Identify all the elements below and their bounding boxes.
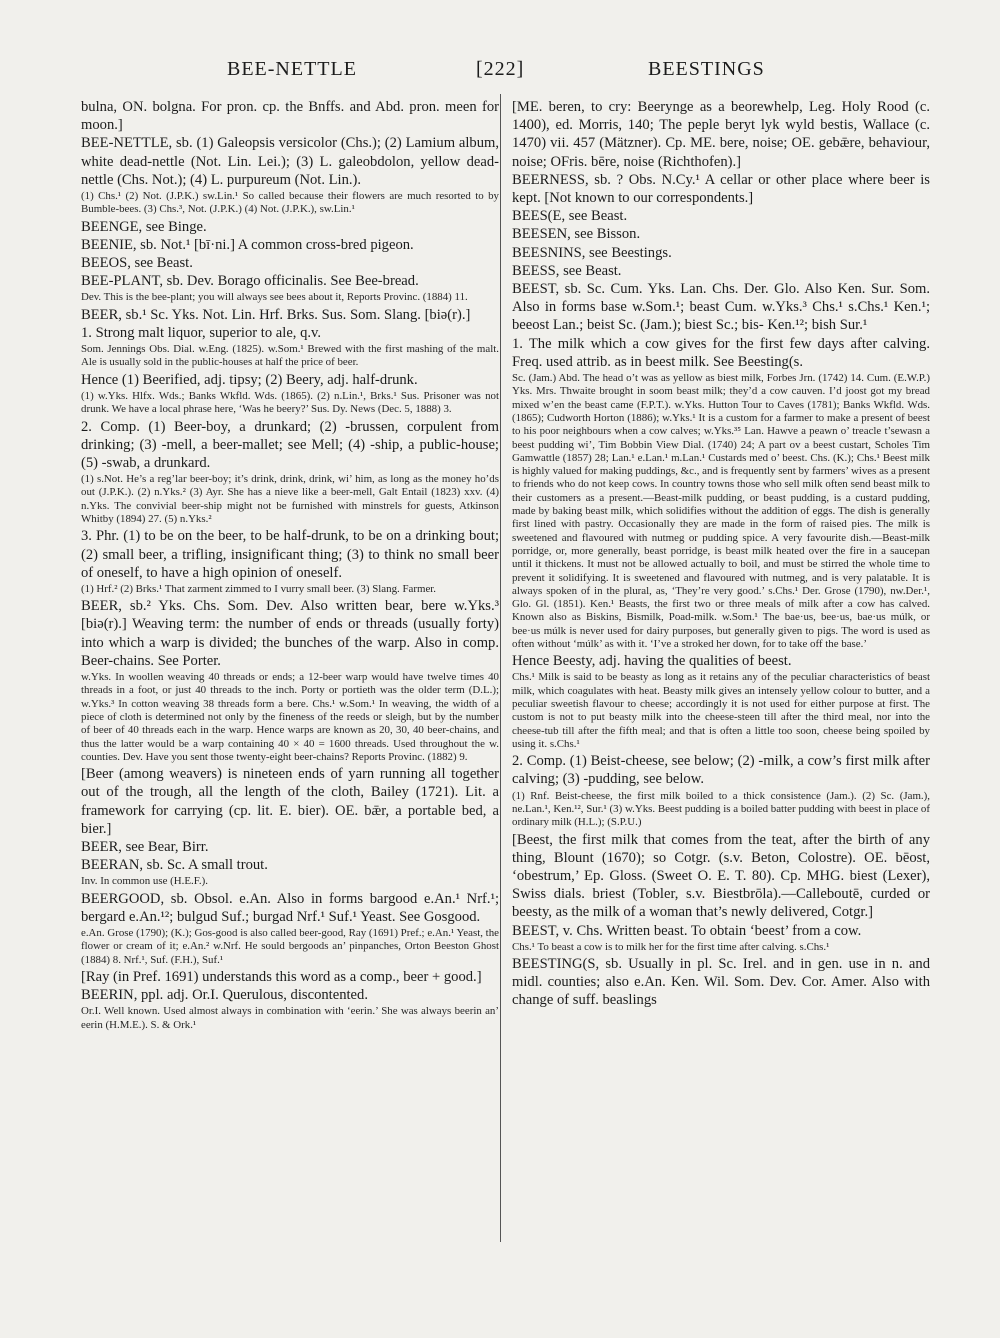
left-column bbox=[81, 98, 499, 1238]
page-number: [222] bbox=[476, 58, 525, 80]
entry-paragraph: 2. Comp. (1) Beist-cheese, see below; (2) -milk, a cow’s first milk after calving; (3) -pudding, see below. bbox=[512, 753, 930, 788]
entry-paragraph: BEER, sb.² Yks. Chs. Som. Dev. Also written bear, bere w.Yks.³ [biə(r).] Weaving term: the number of ends or threads (usually forty) into which a warp is divided; the bunches of the warp. Also in comp. Beer-chains. See Porter. bbox=[81, 598, 499, 669]
entry-paragraph: [Beer (among weavers) is nineteen ends of yarn running all together out of the trough, all the length of the cloth, Bailey (1721). Lit. a framework for carrying (cp. lit. E. bier). OE. bǣr, a portable bed, a bier.] bbox=[81, 766, 499, 837]
entry-paragraph: BEERIN, ppl. adj. Or.I. Querulous, discontented. bbox=[81, 987, 368, 1004]
entry-paragraph: BEENGE, see Binge. bbox=[81, 218, 207, 235]
citation-paragraph: Or.I. Well known. Used almost always in combination with ‘eerin.’ She was always beerin an’ eerin (H.M.E.). S. & Ork.¹ bbox=[81, 1005, 499, 1031]
citation-paragraph: e.An. Grose (1790); (K.); Gos-good is also called beer-good, Ray (1691) Pref.; e.An.¹ Yeast, the flower or cream of it; e.An.² w.Nrf. He sould bergoods an’ pinpanches, Orton Beeston Ghost (1884) 8. Nrf.¹, Suf. (F.H.), Suf.¹ bbox=[81, 927, 499, 966]
citation-paragraph: (1) Chs.¹ (2) Not. (J.P.K.) sw.Lin.¹ So called because their flowers are much resorted to by Bumble-bees. (3) Chs.³, Not. (J.P.K.) (4) Not. (J.P.K.), sw.Lin.¹ bbox=[81, 190, 499, 216]
entry-paragraph: BEEST, v. Chs. Written beast. To obtain ‘beest’ from a cow. bbox=[512, 922, 862, 939]
entry-paragraph: BEESTING(S, sb. Usually in pl. Sc. Irel. and in gen. use in n. and midl. counties; also e.An. Ken. Wil. Som. Dev. Cor. Amer. Also with change of suff. beaslings bbox=[512, 956, 930, 1009]
header-left-word: BEE-NETTLE bbox=[227, 58, 357, 80]
citation-paragraph: (1) s.Not. He’s a reg’lar beer-boy; it’s drink, drink, drink, wi’ him, as long as the money ho’ds out (J.P.K.). (2) n.Yks.² (3) Ayr. She has a nieve like a beer-mell, Galt Entail (1823) xxv. (4) n.Yks. The convivial beer-ship might not be furnished with minstrels for guests, Atkinson Whitby (1894) 27. (5) n.Yks.² bbox=[81, 473, 499, 526]
entry-paragraph: [ME. beren, to cry: Beerynge as a beorewhelp, Leg. Holy Rood (c. 1400), ed. Morris, 140; The peple beryt lyk wyld bestis, Wallace (c. 1470) vii. 457 (Mätzner). Cp. ME. bere, noise; OE. gebǣre, behaviour, noise; OFris. bēre, noise (Richthofen).] bbox=[512, 99, 930, 170]
entry-paragraph: BEERAN, sb. Sc. A small trout. bbox=[81, 857, 268, 874]
header-right-word: BEESTINGS bbox=[648, 58, 765, 80]
entry-paragraph: BEERGOOD, sb. Obsol. e.An. Also in forms bargood e.An.¹ Nrf.¹; bergard e.An.¹²; bulgud Suf.; burgad Nrf.¹ Suf.¹ Yeast. See Gosgood. bbox=[81, 890, 499, 925]
entry-paragraph: [Beest, the first milk that comes from the teat, after the birth of any thing, Blount (1670); so Cotgr. (s.v. Beton, Colostre). OE. bēost, ‘obestrum,’ Ep. Gloss. (Sweet O. E. T. 80). Cp. MHG. biest (Lexer), Swiss dials. briest (Tobler, s.v. Biestbrōla).—Calleboutē, curded or beesty, as the milk of a woman that’s newly delivered, Cotgr.] bbox=[512, 831, 930, 921]
running-head bbox=[80, 58, 930, 88]
citation-paragraph: Chs.¹ To beast a cow is to milk her for the first time after calving. s.Chs.¹ bbox=[512, 940, 830, 953]
citation-paragraph: (1) Hrf.² (2) Brks.¹ That zarment zimmed to I vurry small beer. (3) Slang. Farmer. bbox=[81, 582, 437, 595]
entry-paragraph: BEESEN, see Bisson. bbox=[512, 226, 641, 243]
entry-paragraph: BEE-PLANT, sb. Dev. Borago officinalis. See Bee-bread. bbox=[81, 273, 419, 290]
citation-paragraph: (1) Rnf. Beist-cheese, the first milk boiled to a thick consistence (Jam.). (2) Sc. (Jam.), ne.Lan.¹, Ken.¹², Sur.¹ (3) w.Yks. Beest pudding is a boiled batter pudding with beest in place of ordinary milk (H.L.); (S.P.U.) bbox=[512, 789, 930, 829]
entry-paragraph: 1. Strong malt liquor, superior to ale, q.v. bbox=[81, 324, 322, 341]
entry-paragraph: BEEST, sb. Sc. Cum. Yks. Lan. Chs. Der. Glo. Also Ken. Sur. Som. Also in forms base w.Som.¹; beast Cum. w.Yks.³ Chs.¹ s.Chs.¹ Ken.¹; beeost Lan.; beist Sc. (Jam.); biest Sc.; bis- Ken.¹²; bish Sur.¹ bbox=[512, 281, 930, 334]
right-column bbox=[512, 98, 930, 1238]
citation-paragraph: Sc. (Jam.) Abd. The head o’t was as yellow as biest milk, Forbes Jrn. (1742) 14. Cum. (E.W.P.) Yks. Mrs. Thwaite brought in soom beast milk; they’d a cow cauven. I’d joost got my bread mixed w’en the beast came (F.P.T.). w.Yks. Hutton Tour to Caves (1781); Banks Wkfld. Wds. (1865); Cudworth Horton (1886); w.Yks.¹ It is a custom for a farmer to make a present of beest to his poor neighbours when a cow calves; w.Yks.³⁵ Lan. Hawve a peawn o’ treacle t’sewasn a beest pudding wi’, Tim Bobbin View Dial. (1740) 24; A part ov a beest custart, Scholes Tim Gamwattle (1857) 28; Lan.¹ e.Lan.¹ m.Lan.¹ Custards med o’ beest. Chs. (K.); Chs.¹ Beest milk is highly valued for making puddings, &c., and is frequently sent by farmers’ wives as a present to friends who do not keep cows. In country towns those who sell milk often send beast milk to their customers as a present.—Beast-milk pudding, or beast pudding, is a custard pudding, made by baking beast milk, which solidifies without the addition of eggs. The dish is generally first lined with pastry. Occasionally they are made in the form of raised pies. The milk is sweetened and flavoured with nutmeg or pudding spice. A very favourite dish.—Beast-milk porridge, or, more generally, beast porridge, is beast milk heated over the fire in a saucepan until it thickens. It must not be allowed actually to boil, and must be stirred the whole time to prevent it solidifying. It is sweetened and flavoured with nutmeg, and is very palatable. It is always spoken of in the plural, as, ‘They’re very good.’ s.Chs.¹ Der. Grose (1790), nw.Der.¹, Glo. Gl. (1851). Ken.¹ Beasts, the first two or three meals of milk after a cow has calved. Known also as Biskins, Bismilk, Poad-milk. w.Som.¹ The bae·us, bee·us, bae·us múlk, or bee·us múlk is never used for dairy purposes, but generally given to pigs. The word is used as often without ‘múlk’ as with it. ‘I’ve a stroked her down, for to take off the base.’ bbox=[512, 372, 930, 650]
entry-paragraph: BEERNESS, sb. ? Obs. N.Cy.¹ A cellar or other place where beer is kept. [Not known to our correspondents.] bbox=[512, 171, 930, 207]
citation-paragraph: Inv. In common use (H.E.F.). bbox=[81, 875, 208, 888]
citation-paragraph: (1) w.Yks. Hlfx. Wds.; Banks Wkfld. Wds. (1865). (2) n.Lin.¹, Brks.¹ Sus. Prisoner was not drunk. We have a local phrase here, ‘Was he beery?’ Sus. Dy. News (Dec. 5, 1888) 3. bbox=[81, 389, 499, 416]
entry-paragraph: BEENIE, sb. Not.¹ [bī·ni.] A common cross-bred pigeon. bbox=[81, 236, 414, 253]
entry-paragraph: BEER, sb.¹ Sc. Yks. Not. Lin. Hrf. Brks. Sus. Som. Slang. [biə(r).] bbox=[81, 306, 471, 323]
entry-paragraph: BEE-NETTLE, sb. (1) Galeopsis versicolor (Chs.); (2) Lamium album, white dead-nettle (Not. Lin. Lei.); (3) L. galeobdolon, yellow dead-nettle (Chs. Not.); (4) L. purpureum (Not. Lin.). bbox=[81, 135, 499, 188]
entry-paragraph: 1. The milk which a cow gives for the first few days after calving. Freq. used attrib. as in beest milk. See Beesting(s. bbox=[512, 335, 930, 370]
entry-paragraph: Hence (1) Beerified, adj. tipsy; (2) Beery, adj. half-drunk. bbox=[81, 371, 418, 388]
citation-paragraph: Chs.¹ Milk is said to be beasty as long as it retains any of the peculiar characteristics of beast milk, which coagulates with heat. Beasty milk gives an intensely yellow colour to butter, and a peculiar sweetish flavour to cheese; accordingly it is not used for either purpose at first. The custom is not to put beasty milk into the cheese-steen till after the third meal, nor into the cheese-tub till after the fifth meal; and that is often a little too soon, cheese being spoiled by using it. s.Chs.¹ bbox=[512, 671, 930, 750]
citation-paragraph: w.Yks. In woollen weaving 40 threads or ends; a 12-beer warp would have twelve times 40 threads in a foot, or just 40 threads to the inch. Porty or portieth was the older term (D.L.); w.Yks.³ In cotton weaving 38 threads form a bere. Chs.¹ w.Som.¹ In weaving, the width of a piece of cloth is determined not only by the fineness of the reeds or sleigh, but by the number of beer of 40 threads each in the warp. Hence warps are known as 20, 30, 40 beer-chains, and thus the latter would be a warp containing 40 × 40 = 1600 threads. Used throughout the w. counties. Dev. Have you sent those twenty-eight beer-chains? Reports Provinc. (1882) 9. bbox=[81, 671, 499, 763]
entry-paragraph: BEER, see Bear, Birr. bbox=[81, 838, 209, 855]
entry-paragraph: bulna, ON. bolgna. For pron. cp. the Bnffs. and Abd. pron. meen for moon.] bbox=[81, 99, 499, 134]
entry-paragraph: [Ray (in Pref. 1691) understands this word as a comp., beer + good.] bbox=[81, 968, 482, 985]
citation-paragraph: Dev. This is the bee-plant; you will always see bees about it, Reports Provinc. (1884) 11. bbox=[81, 291, 468, 304]
entry-paragraph: 3. Phr. (1) to be on the beer, to be half-drunk, to be on a drinking bout; (2) small beer, a trifling, insignificant thing; (3) to think no small beer of oneself, to have a high opinion of oneself. bbox=[81, 528, 499, 581]
citation-paragraph: Som. Jennings Obs. Dial. w.Eng. (1825). w.Som.¹ Brewed with the first mashing of the malt. Ale is usually sold in the public-houses at half the price of beer. bbox=[81, 343, 499, 369]
entry-paragraph: Hence Beesty, adj. having the qualities of beest. bbox=[512, 653, 792, 670]
column-divider bbox=[500, 94, 501, 1242]
entry-paragraph: BEESNINS, see Beestings. bbox=[512, 244, 672, 261]
entry-paragraph: 2. Comp. (1) Beer-boy, a drunkard; (2) -brussen, corpulent from drinking; (3) -mell, a beer-mallet; see Mell; (4) -ship, a public-house; (5) -swab, a drunkard. bbox=[81, 418, 499, 471]
entry-paragraph: BEEOS, see Beast. bbox=[81, 255, 193, 272]
entry-paragraph: BEES(E, see Beast. bbox=[512, 208, 628, 225]
entry-paragraph: BEESS, see Beast. bbox=[512, 262, 622, 279]
